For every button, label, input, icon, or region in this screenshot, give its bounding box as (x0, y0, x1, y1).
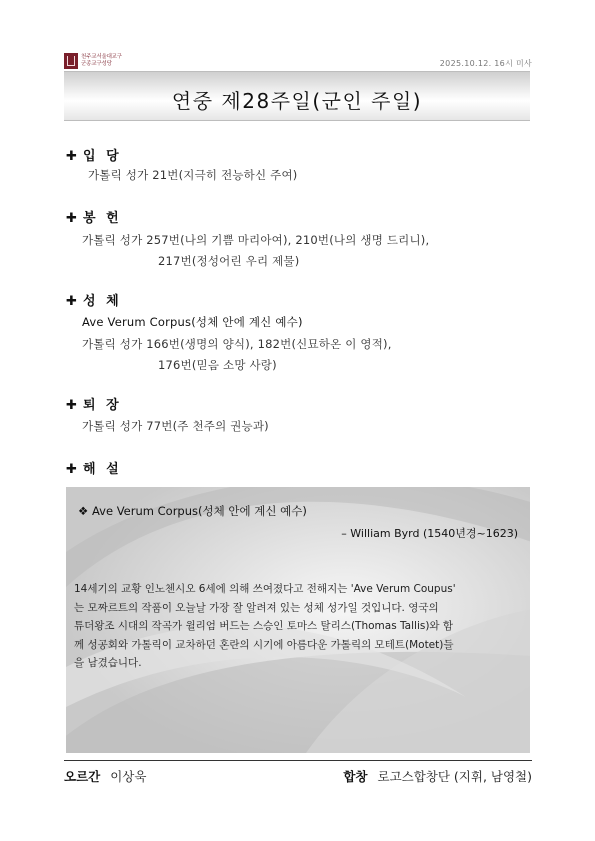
church-emblem-icon (64, 53, 78, 69)
section-label: 성 체 (83, 294, 122, 309)
choir-label: 합창 (343, 769, 368, 784)
cross-icon: ✚ (66, 462, 77, 477)
mass-date: 2025.10.12. 16시 미사 (439, 59, 532, 68)
organ-credit (64, 767, 146, 785)
organ-name: 이상욱 (110, 769, 147, 784)
choir-name: 로고스합창단 (지휘, 남영철) (377, 769, 532, 784)
footer-divider (64, 760, 532, 761)
section-commentary-heading (66, 458, 122, 477)
section-entrance-heading (66, 145, 122, 164)
section-recessional-heading (66, 394, 122, 413)
diamond-bullet-icon: ❖ (78, 504, 89, 518)
logo-line-2: 군종교구성당 (81, 61, 112, 67)
choir-credit (343, 767, 532, 785)
commentary-panel (66, 487, 530, 753)
body-line: 는 모짜르트의 작품이 오늘날 가장 잘 알려져 있는 성체 성가일 것입니다. 영국의 (74, 601, 439, 614)
body-line: 14세기의 교황 인노첸시오 6세에 의해 쓰여졌다고 전해지는 'Ave Verum Coupus' (74, 583, 456, 595)
cross-icon: ✚ (66, 149, 77, 164)
panel-body (74, 580, 522, 673)
cross-icon: ✚ (66, 294, 77, 309)
communion-hymn-line-1: 가톨릭 성가 166번(생명의 양식), 182번(신묘하온 이 영적), (82, 337, 392, 351)
body-line: 을 남겼습니다. (74, 657, 142, 669)
section-label: 입 당 (83, 149, 122, 164)
offertory-hymn-line-1: 가톨릭 성가 257번(나의 기쁨 마리아여), 210번(나의 생명 드리니), (82, 233, 430, 247)
page-title: 연중 제28주일(군인 주일) (171, 89, 423, 113)
recessional-hymn: 가톨릭 성가 77번(주 천주의 권능과) (82, 419, 269, 433)
organ-label: 오르간 (64, 769, 101, 784)
communion-hymn-line-2: 176번(믿음 소망 사랑) (158, 358, 277, 372)
section-communion-heading (66, 290, 122, 309)
section-label: 해 설 (83, 462, 122, 477)
offertory-hymn-line-2: 217번(정성어린 우리 제물) (158, 254, 300, 268)
panel-title-text: Ave Verum Corpus(성체 안에 계신 예수) (91, 504, 307, 518)
body-line: 튜더왕조 시대의 작곡가 윌리엄 버드는 스승인 토마스 탈리스(Thomas Tallis)와 함 (74, 620, 454, 632)
entrance-hymn: 가톨릭 성가 21번(지극히 전능하신 주여) (88, 168, 298, 182)
cross-icon: ✚ (66, 398, 77, 413)
section-offertory-heading (66, 207, 122, 226)
body-line: 께 성공회와 가톨릭이 교차하던 혼란의 시기에 아름다운 가톨릭의 모테트(Motet)들 (74, 638, 454, 651)
cross-icon: ✚ (66, 211, 77, 226)
section-label: 봉 헌 (83, 211, 122, 226)
section-label: 퇴 장 (83, 398, 122, 413)
logo-text (81, 54, 122, 68)
parish-logo (64, 53, 122, 69)
panel-title (78, 503, 307, 519)
logo-line-1: 천주교서울대교구 (81, 54, 122, 60)
panel-composer: – William Byrd (1540년경~1623) (341, 527, 518, 540)
title-banner (64, 71, 530, 121)
communion-motet: Ave Verum Corpus(성체 안에 계신 예수) (82, 315, 303, 329)
